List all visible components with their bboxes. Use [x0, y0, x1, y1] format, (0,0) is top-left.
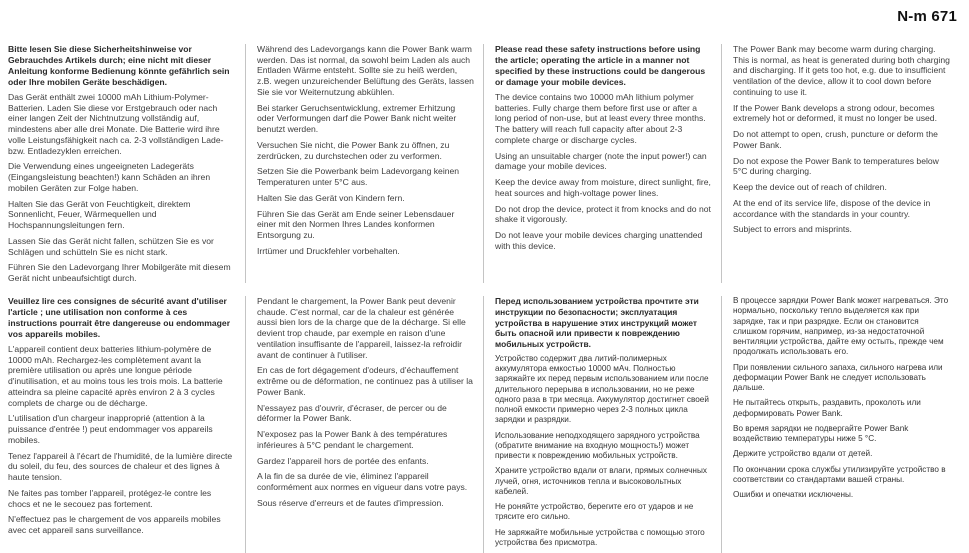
- paragraph: Do not attempt to open, crush, puncture or deform the Power Bank.: [733, 129, 938, 150]
- paragraph: По окончании срока службы утилизируйте устройство в соответствии со стандартами вашей страны.: [733, 464, 946, 484]
- paragraph: Do not expose the Power Bank to temperatures below 5°C during charging.: [733, 155, 939, 177]
- paragraph: Ошибки и опечатки исключены.: [733, 490, 854, 499]
- russian-paragraphs-1: [495, 354, 712, 548]
- model-code: N-m 671: [897, 8, 957, 25]
- block-french-part1: [8, 296, 246, 553]
- paragraph: Setzen Sie die Powerbank beim Ladevorgang keinen Temperaturen unter 5°C aus.: [257, 166, 460, 188]
- paragraph: N'exposez pas la Power Bank à des températures inférieures à 5°C pendant le chargement.: [257, 429, 448, 450]
- english-paragraphs-1: [495, 92, 712, 252]
- german-heading: Bitte lesen Sie diese Sicherheitshinweise vor Gebrauchdes Artikels durch; eine nicht mit dieser Anleitung konforme Bedienung könnte gefährlich sein oder Ihre mobilen Geräte beschädigen.: [8, 44, 230, 87]
- paragraph: Не роняйте устройство, берегите его от ударов и не трясите его сильно.: [495, 502, 694, 522]
- paragraph: Using an unsuitable charger (note the input power!) can damage your mobile devices.: [495, 150, 707, 172]
- block-russian-part2: [722, 296, 960, 553]
- russian-heading: Перед использованием устройства прочтите эти инструкции по безопасности; эксплуатация устройства в нарушение этих инструкций может быть опасной или привести к повреждению мобильных устройств.: [495, 296, 699, 349]
- french-paragraphs-2: [257, 296, 474, 508]
- block-german-part1: [8, 44, 246, 283]
- paragraph: Halten Sie das Gerät von Feuchtigkeit, direktem Sonnenlicht, Feuer, Wärmequellen und Hochspannungsleitungen fern.: [8, 198, 191, 231]
- paragraph: N'effectuez pas le chargement de vos appareils mobiles avec cet appareil sans surveillance.: [8, 514, 221, 536]
- paragraph: Do not leave your mobile devices charging unattended with this device.: [495, 230, 703, 251]
- paragraph: Gardez l'appareil hors de portée des enfants.: [257, 455, 429, 466]
- paragraph: Lassen Sie das Gerät nicht fallen, schützen Sie es vor Schlägen und schütteln Sie es nicht stark.: [8, 235, 214, 257]
- instructions-grid: [8, 44, 960, 553]
- paragraph: Führen Sie den Ladevorgang Ihrer Mobilgeräte mit diesem Gerät nicht unbeaufsichtigt durch.: [8, 262, 231, 284]
- paragraph: Das Gerät enthält zwei 10000 mAh Lithium-Polymer-Batterien. Laden Sie diese vor Erstgebrauch oder nach einer langen Zeit der Nichtnutzung vollständig auf, mindestens aber alle drei Monate. Die Batterie wird ihre volle Leistungsfähigkeit nach ca. 2-3 vollständigen Lade- bzw. Entladezyklen erreichen.: [8, 92, 224, 156]
- german-paragraphs-1: [8, 92, 236, 284]
- french-heading: Veuillez lire ces consignes de sécurité avant d'utiliser l'article ; une utilisation non conforme à ces instructions pourrait être dangereuse ou endommager vos appareils mobiles.: [8, 296, 231, 339]
- paragraph: Не пытайтесь открыть, раздавить, проколоть или деформировать Power Bank.: [733, 398, 921, 418]
- paragraph: Храните устройство вдали от влаги, прямых солнечных лучей, огня, источников тепла и высоковольтных кабелей.: [495, 466, 707, 496]
- paragraph: Versuchen Sie nicht, die Power Bank zu öffnen, zu zerdrücken, zu durchstechen oder zu verformen.: [257, 139, 450, 161]
- paragraph: Устройство содержит два литий-полимерных аккумулятора емкостью 10000 мАч. Полностью заряжайте их перед первым использованием или после длительного перерыва в использовании, но не реже одного раза в три месяца. Аккумулятор достигнет своей полной емкости примерно через 2-3 полных цикла зарядки и разрядки.: [495, 353, 709, 425]
- paragraph: Во время зарядки не подвергайте Power Bank воздействию температуры ниже 5 °C.: [733, 423, 909, 443]
- paragraph: L'utilisation d'un chargeur inapproprié (attention à la puissance d'entrée !) peut endommager vos appareils mobiles.: [8, 413, 213, 445]
- block-german-part2: [246, 44, 484, 283]
- paragraph: The device contains two 10000 mAh lithium polymer batteries. Fully charge them before first use or after a long period of non-use, but at least every three months. The battery will reach full capacity after about 2-3 complete charge or discharge cycles.: [495, 92, 706, 145]
- paragraph: Die Verwendung eines ungeeigneten Ladegeräts (Eingangsleistung beachten!) kann Schäden an ihren mobilen Geräten zur Folge haben.: [8, 161, 211, 193]
- paragraph: Sous réserve d'erreurs et de fautes d'impression.: [257, 497, 444, 508]
- paragraph: Während des Ladevorgangs kann die Power Bank warm werden. Das ist normal, da sowohl beim Laden als auch Entladen Wärme entsteht. Sollte sie zu heiß werden, z.B. wegen unzureichender Belüftung des Geräts, lassen Sie sie vor Weiternutzung abkühlen.: [257, 44, 474, 97]
- paragraph: Keep the device away from moisture, direct sunlight, fire, heat sources and high-voltage power lines.: [495, 177, 711, 198]
- paragraph: В процессе зарядки Power Bank может нагреваться. Это нормально, поскольку тепло выделяется как при зарядке, так и при разрядке. Если он становится слишком горячим, например, из-за недостаточной вентиляции устройства, дайте ему остыть, прежде чем продолжать использовать его.: [733, 296, 949, 357]
- paragraph: Использование неподходящего зарядного устройства (обратите внимание на входную мощность!) может привести к повреждению мобильных устройств.: [495, 430, 700, 460]
- block-russian-part1: [484, 296, 722, 553]
- english-paragraphs-2: [733, 44, 951, 235]
- paragraph: En cas de fort dégagement d'odeurs, d'échauffement extrême ou de déformation, ne continuez pas à utiliser la Power Bank.: [257, 365, 473, 397]
- paragraph: Tenez l'appareil à l'écart de l'humidité, de la lumière directe du soleil, du feu, des sources de chaleur et des lignes à haute tension.: [8, 450, 233, 483]
- english-heading: Please read these safety instructions before using the article; operating the article in a manner not specified by these instructions could be dangerous or damage your mobile devices.: [495, 44, 706, 87]
- paragraph: At the end of its service life, dispose of the device in accordance with the standards in your country.: [733, 197, 931, 219]
- french-paragraphs-1: [8, 344, 236, 536]
- paragraph: Keep the device out of reach of children.: [733, 182, 887, 193]
- paragraph: Pendant le chargement, la Power Bank peut devenir chaude. C'est normal, car de la chaleur est générée aussi bien lors de la charge que de la décharge. Si elle devient trop chaude, par exemple en raison d'une ventilation insuffisante de l'appareil, laissez-la refroidir avant de continuer à l'utiliser.: [257, 296, 466, 360]
- block-french-part2: [246, 296, 484, 553]
- paragraph: При появлении сильного запаха, сильного нагрева или деформации Power Bank не следует использовать дальше.: [733, 362, 943, 392]
- russian-paragraphs-2: [733, 296, 951, 500]
- paragraph: If the Power Bank develops a strong odour, becomes extremely hot or deformed, it must no longer be used.: [733, 102, 937, 124]
- paragraph: Ne faites pas tomber l'appareil, protégez-le contre les chocs et ne le secouez pas fortement.: [8, 487, 212, 509]
- paragraph: Держите устройство вдали от детей.: [733, 449, 873, 459]
- paragraph: Do not drop the device, protect it from knocks and do not shake it vigorously.: [495, 203, 711, 225]
- paragraph: Halten Sie das Gerät von Kindern fern.: [257, 192, 405, 203]
- paragraph: Führen Sie das Gerät am Ende seiner Lebensdauer einer mit den Normen Ihres Landes konformen Entsorgung zu.: [257, 208, 455, 241]
- block-english-part2: [722, 44, 960, 283]
- paragraph: Irrtümer und Druckfehler vorbehalten.: [257, 245, 400, 256]
- paragraph: Subject to errors and misprints.: [733, 224, 852, 235]
- paragraph: Bei starker Geruchsentwicklung, extremer Erhitzung oder Verformungen darf die Power Bank nicht weiter benutzt werden.: [257, 102, 457, 135]
- block-english-part1: [484, 44, 722, 283]
- paragraph: The Power Bank may become warm during charging. This is normal, as heat is generated during both charging and discharging. If it gets too hot, e.g. due to insufficient ventilation of the device, allow it to cool down before continuing to use it.: [733, 44, 950, 97]
- paragraph: N'essayez pas d'ouvrir, d'écraser, de percer ou de déformer la Power Bank.: [257, 402, 447, 424]
- german-paragraphs-2: [257, 44, 474, 256]
- paragraph: Не заряжайте мобильные устройства с помощью этого устройства без присмотра.: [495, 527, 705, 547]
- paragraph: L'appareil contient deux batteries lithium-polymère de 10000 mAh. Rechargez-les complètement avant la première utilisation ou après une longue période d'inutilisation, et au moins tous les trois mois. La batterie atteindra sa pleine capacité après environ 2 à 3 cycles complets de charge ou de décharge.: [8, 344, 223, 408]
- paragraph: A la fin de sa durée de vie, éliminez l'appareil conformément aux normes en vigueur dans votre pays.: [257, 471, 468, 493]
